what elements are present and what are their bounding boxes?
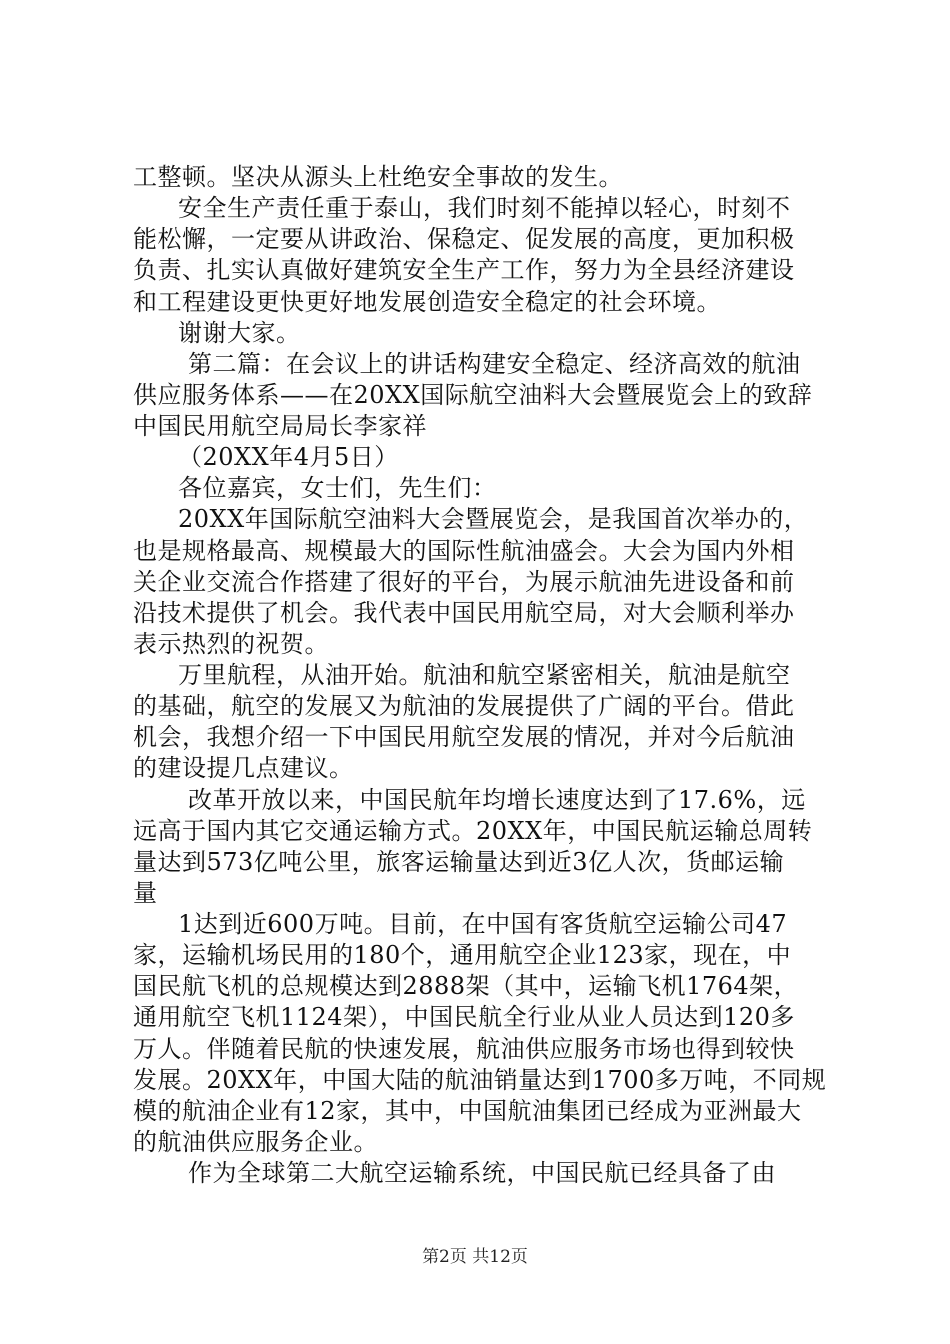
text-line: 量	[133, 878, 158, 907]
text-line: 1达到近600万吨。目前，在中国有客货航空运输公司47	[178, 910, 788, 938]
text-line: 20XX年国际航空油料大会暨展览会，是我国首次举办的，	[178, 505, 809, 534]
text-line: 的基础，航空的发展又为航油的发展提供了广阔的平台。借此	[133, 692, 795, 721]
text-line: 工整顿。坚决从源头上杜绝安全事故的发生。	[133, 163, 623, 191]
salutation: 各位嘉宾，女士们，先生们：	[178, 474, 497, 503]
text-line: 沿技术提供了机会。我代表中国民用航空局，对大会顺利举办	[133, 598, 795, 627]
section-heading: 供应服务体系——在20XX国际航空油料大会暨展览会上的致辞	[133, 380, 813, 409]
text-line: 发展。20XX年，中国大陆的航油销量达到1700多万吨，不同规	[133, 1065, 827, 1094]
text-line: 能松懈，一定要从讲政治、保稳定、促发展的高度，更加积极	[133, 225, 795, 254]
text-line: 和工程建设更快更好地发展创造安全稳定的社会环境。	[133, 287, 721, 316]
text-line: 家，运输机场民用的180个，通用航空企业123家，现在，中	[133, 941, 792, 970]
text-line: 通用航空飞机1124架），中国民航全行业从业人员达到120多	[133, 1003, 795, 1032]
text-line: 表示热烈的祝贺。	[133, 629, 329, 658]
text-line: 作为全球第二大航空运输系统，中国民航已经具备了由	[188, 1159, 776, 1187]
text-line: 谢谢大家。	[178, 318, 301, 347]
section-heading: 第二篇：在会议上的讲话构建安全稳定、经济高效的航油	[188, 349, 801, 378]
text-line: 模的航油企业有12家，其中，中国航油集团已经成为亚洲最大	[133, 1096, 802, 1125]
text-line: 国民航飞机的总规模达到2888架（其中，运输飞机1764架，	[133, 972, 799, 1001]
text-line: 远高于国内其它交通运输方式。20XX年，中国民航运输总周转	[133, 816, 813, 845]
text-line: 改革开放以来，中国民航年均增长速度达到了17.6%，远	[188, 785, 806, 814]
section-heading: 中国民用航空局局长李家祥	[133, 412, 427, 440]
text-line: 量达到573亿吨公里，旅客运输量达到近3亿人次，货邮运输	[133, 847, 785, 876]
text-line: 负责、扎实认真做好建筑安全生产工作，努力为全县经济建设	[133, 256, 795, 285]
text-line: 也是规格最高、规模最大的国际性航油盛会。大会为国内外相	[133, 536, 795, 565]
date-line: （20XX年4月5日）	[178, 443, 399, 472]
text-line: 的建设提几点建议。	[133, 754, 354, 783]
text-line: 的航油供应服务企业。	[133, 1127, 378, 1156]
text-line: 万人。伴随着民航的快速发展，航油供应服务市场也得到较快	[133, 1034, 795, 1063]
text-line: 关企业交流合作搭建了很好的平台，为展示航油先进设备和前	[133, 567, 795, 596]
text-line: 万里航程，从油开始。航油和航空紧密相关，航油是航空	[178, 661, 791, 689]
page-footer: 第2页 共12页	[422, 1247, 528, 1267]
text-line: 安全生产责任重于泰山，我们时刻不能掉以轻心，时刻不	[178, 194, 791, 223]
text-line: 机会，我想介绍一下中国民用航空发展的情况，并对今后航油	[133, 723, 795, 752]
